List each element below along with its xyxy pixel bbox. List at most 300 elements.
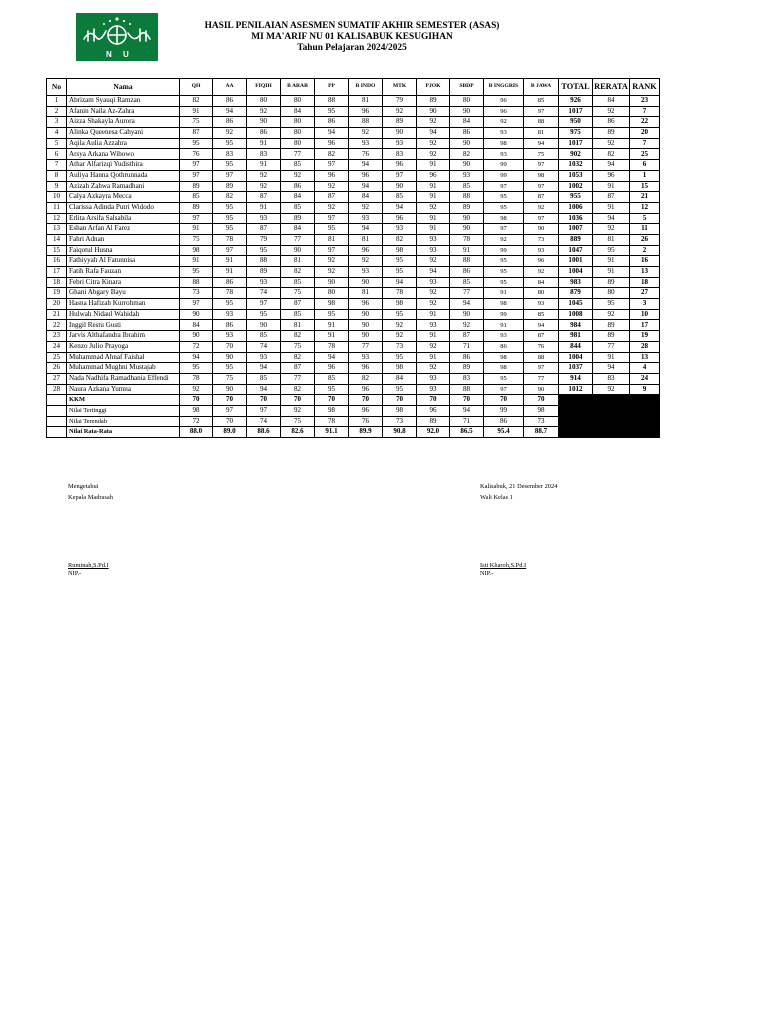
cell-value: 92: [524, 202, 559, 213]
cell-value: 86: [213, 277, 247, 288]
cell-value: 97: [315, 160, 349, 171]
cell-value: 91: [180, 224, 213, 235]
cell-value: 91: [484, 288, 524, 299]
cell-value: 93: [213, 331, 247, 342]
cell-value: 75: [281, 288, 315, 299]
summary-value: 70: [180, 395, 213, 406]
cell-value: 98: [180, 245, 213, 256]
student-name: Aizza Shakayla Aurora: [67, 117, 180, 128]
cell-value: 79: [247, 234, 281, 245]
cell-value: 889: [559, 234, 593, 245]
cell-value: 93: [383, 224, 417, 235]
cell-value: 75: [180, 234, 213, 245]
table-row: [47, 309, 660, 320]
cell-value: 96: [349, 245, 383, 256]
cell-value: 97: [524, 106, 559, 117]
cell-value: 82: [281, 267, 315, 278]
cell-value: 95: [180, 267, 213, 278]
cell-value: 83: [383, 149, 417, 160]
cell-value: 92: [417, 341, 450, 352]
cell-value: 90: [180, 331, 213, 342]
cell-value: 75: [213, 373, 247, 384]
summary-value: 72: [180, 416, 213, 427]
cell-value: 95: [593, 245, 630, 256]
cell-value: 93: [417, 373, 450, 384]
cell-value: 92: [349, 128, 383, 139]
signature-left: [68, 483, 113, 578]
cell-value: 984: [559, 320, 593, 331]
cell-value: 92: [417, 288, 450, 299]
summary-label: Nilai Tertinggi: [67, 405, 180, 416]
cell-value: 96: [349, 384, 383, 395]
cell-value: 90: [450, 309, 484, 320]
row-number: 24: [47, 341, 67, 352]
cell-value: 84: [593, 96, 630, 107]
cell-value: 90: [247, 117, 281, 128]
cell-value: 95: [213, 202, 247, 213]
cell-value: 92: [417, 138, 450, 149]
table-row: [47, 245, 660, 256]
cell-value: 87: [281, 363, 315, 374]
cell-value: 89: [593, 277, 630, 288]
row-number: 2: [47, 106, 67, 117]
cell-value: 1004: [559, 267, 593, 278]
cell-value: 86: [450, 352, 484, 363]
cell-value: 82: [315, 149, 349, 160]
title-line-1: HASIL PENILAIAN ASESMEN SUMATIF AKHIR SEMESTER (ASAS): [204, 21, 500, 31]
cell-value: 96: [315, 363, 349, 374]
table-row: [47, 202, 660, 213]
cell-value: 85: [450, 181, 484, 192]
cell-value: 97: [213, 170, 247, 181]
cell-value: 90: [524, 224, 559, 235]
summary-value: 92: [281, 405, 315, 416]
cell-value: 78: [315, 341, 349, 352]
cell-value: 88: [450, 256, 484, 267]
row-number: 6: [47, 149, 67, 160]
cell-value: 91: [484, 320, 524, 331]
summary-value: 70: [383, 395, 417, 406]
cell-value: 82: [281, 331, 315, 342]
row-number: 10: [47, 192, 67, 203]
summary-value: 73: [383, 416, 417, 427]
cell-value: 92: [349, 256, 383, 267]
cell-value: 81: [524, 128, 559, 139]
cell-value: 95: [484, 202, 524, 213]
cell-value: 80: [281, 96, 315, 107]
summary-value: 70: [213, 416, 247, 427]
column-header: PP: [315, 79, 349, 96]
summary-blank: [47, 395, 67, 406]
left-line-1: Mengetahui: [68, 483, 99, 490]
cell-value: 92: [417, 363, 450, 374]
cell-value: 77: [281, 234, 315, 245]
cell-value: 1007: [559, 224, 593, 235]
table-row: [47, 160, 660, 171]
cell-value: 93: [524, 245, 559, 256]
cell-value: 91: [417, 192, 450, 203]
cell-value: 93: [247, 352, 281, 363]
column-header: Nama: [67, 79, 180, 96]
summary-value: 98: [524, 405, 559, 416]
cell-value: 81: [349, 288, 383, 299]
cell-value: 87: [247, 192, 281, 203]
cell-value: 90: [450, 106, 484, 117]
cell-value: 84: [281, 192, 315, 203]
summary-value: 96: [349, 405, 383, 416]
student-name: Inggil Restu Gusti: [67, 320, 180, 331]
cell-value: 90: [383, 128, 417, 139]
cell-value: 95: [213, 363, 247, 374]
table-row: [47, 299, 660, 310]
row-number: 9: [47, 181, 67, 192]
cell-value: 95: [315, 309, 349, 320]
table-row: [47, 288, 660, 299]
cell-value: 80: [315, 288, 349, 299]
cell-value: 85: [281, 160, 315, 171]
row-number: 28: [47, 384, 67, 395]
cell-value: 92: [593, 384, 630, 395]
cell-value: 91: [180, 106, 213, 117]
cell-value: 83: [213, 149, 247, 160]
cell-value: 91: [180, 256, 213, 267]
cell-value: 85: [281, 309, 315, 320]
cell-value: 879: [559, 288, 593, 299]
cell-value: 97: [524, 213, 559, 224]
table-row: [47, 373, 660, 384]
cell-value: 91: [247, 202, 281, 213]
summary-value: 99: [484, 405, 524, 416]
cell-value: 13: [630, 352, 660, 363]
summary-value: 90.8: [383, 427, 417, 438]
row-number: 3: [47, 117, 67, 128]
cell-value: 92: [450, 320, 484, 331]
cell-value: 86: [450, 128, 484, 139]
student-name: Erlita Arsifa Salsabila: [67, 213, 180, 224]
cell-value: 77: [349, 341, 383, 352]
summary-label: KKM: [67, 395, 180, 406]
column-header: SBDP: [450, 79, 484, 96]
cell-value: 92: [247, 181, 281, 192]
cell-value: 86: [213, 117, 247, 128]
row-number: 22: [47, 320, 67, 331]
cell-value: 975: [559, 128, 593, 139]
cell-value: 98: [484, 138, 524, 149]
cell-value: 80: [247, 96, 281, 107]
cell-value: 90: [349, 331, 383, 342]
cell-value: 78: [213, 288, 247, 299]
cell-value: 955: [559, 192, 593, 203]
cell-value: 93: [247, 277, 281, 288]
cell-value: 91: [417, 309, 450, 320]
cell-value: 91: [593, 352, 630, 363]
summary-row: [47, 395, 660, 406]
cell-value: 91: [315, 320, 349, 331]
cell-value: 93: [349, 213, 383, 224]
cell-value: 82: [593, 149, 630, 160]
cell-value: 71: [450, 341, 484, 352]
cell-value: 94: [417, 128, 450, 139]
cell-value: 95: [315, 224, 349, 235]
summary-value: 96: [417, 405, 450, 416]
cell-value: 97: [180, 170, 213, 181]
cell-value: 84: [349, 192, 383, 203]
summary-value: 70: [484, 395, 524, 406]
cell-value: 87: [593, 192, 630, 203]
cell-value: 21: [630, 192, 660, 203]
row-number: 7: [47, 160, 67, 171]
cell-value: 91: [417, 352, 450, 363]
cell-value: 24: [630, 373, 660, 384]
cell-value: 10: [630, 309, 660, 320]
cell-value: 91: [417, 331, 450, 342]
cell-value: 1006: [559, 202, 593, 213]
cell-value: 4: [630, 363, 660, 374]
cell-value: 89: [417, 96, 450, 107]
cell-value: 96: [417, 170, 450, 181]
row-number: 19: [47, 288, 67, 299]
cell-value: 86: [213, 96, 247, 107]
cell-value: 12: [630, 202, 660, 213]
column-header: RERATA: [593, 79, 630, 96]
cell-value: 94: [450, 299, 484, 310]
cell-value: 89: [180, 181, 213, 192]
cell-value: 92: [349, 202, 383, 213]
cell-value: 93: [417, 245, 450, 256]
cell-value: 93: [450, 170, 484, 181]
student-name: Alinka Queenesa Cahyani: [67, 128, 180, 139]
right-line-1: Kalisabuk, 21 Desember 2024: [480, 483, 558, 490]
cell-value: 92: [213, 128, 247, 139]
grades-table: [46, 78, 660, 438]
cell-value: 93: [213, 309, 247, 320]
cell-value: 1004: [559, 352, 593, 363]
cell-value: 94: [524, 320, 559, 331]
cell-value: 91: [247, 138, 281, 149]
cell-value: 92: [484, 117, 524, 128]
cell-value: 95: [383, 384, 417, 395]
cell-value: 77: [281, 149, 315, 160]
cell-value: 88: [524, 117, 559, 128]
cell-value: 81: [593, 234, 630, 245]
cell-value: 92: [247, 106, 281, 117]
cell-value: 95: [213, 299, 247, 310]
cell-value: 11: [630, 224, 660, 235]
cell-value: 88: [247, 256, 281, 267]
student-name: Afanin Naila Az-Zahra: [67, 106, 180, 117]
summary-value: 74: [247, 416, 281, 427]
cell-value: 97: [484, 181, 524, 192]
summary-blank: [47, 405, 67, 416]
cell-value: 86: [484, 341, 524, 352]
cell-value: 91: [247, 160, 281, 171]
cell-value: 1001: [559, 256, 593, 267]
cell-value: 93: [383, 138, 417, 149]
cell-value: 92: [417, 149, 450, 160]
cell-value: 98: [484, 352, 524, 363]
column-header: B INDO: [349, 79, 383, 96]
summary-value: 98: [315, 405, 349, 416]
row-number: 25: [47, 352, 67, 363]
cell-value: 93: [484, 331, 524, 342]
table-row: [47, 170, 660, 181]
cell-value: 91: [593, 202, 630, 213]
cell-value: 94: [383, 277, 417, 288]
cell-value: 92: [315, 181, 349, 192]
table-header-row: [47, 79, 660, 96]
column-header: AA: [213, 79, 247, 96]
cell-value: 70: [213, 341, 247, 352]
cell-value: 96: [383, 213, 417, 224]
cell-value: 87: [450, 331, 484, 342]
summary-value: 98: [180, 405, 213, 416]
table-row: [47, 267, 660, 278]
table-row: [47, 352, 660, 363]
cell-value: 95: [315, 106, 349, 117]
cell-value: 7: [630, 138, 660, 149]
column-header: QH: [180, 79, 213, 96]
cell-value: 89: [450, 363, 484, 374]
student-name: Azizah Zahwa Ramadhani: [67, 181, 180, 192]
cell-value: 90: [281, 245, 315, 256]
cell-value: 90: [417, 106, 450, 117]
cell-value: 88: [349, 117, 383, 128]
cell-value: 98: [315, 299, 349, 310]
table-row: [47, 213, 660, 224]
cell-value: 88: [180, 277, 213, 288]
student-name: Fahri Adnan: [67, 234, 180, 245]
cell-value: 96: [349, 106, 383, 117]
table-row: [47, 149, 660, 160]
cell-value: 82: [281, 384, 315, 395]
cell-value: 76: [180, 149, 213, 160]
table-row: [47, 181, 660, 192]
cell-value: 96: [315, 170, 349, 181]
cell-value: 91: [593, 267, 630, 278]
column-header: TOTAL: [559, 79, 593, 96]
summary-blank: [47, 416, 67, 427]
cell-value: 91: [417, 181, 450, 192]
cell-value: 88: [524, 352, 559, 363]
table-row: [47, 117, 660, 128]
right-line-2: Wali Kelas 1: [480, 494, 513, 501]
cell-value: 95: [315, 384, 349, 395]
cell-value: 85: [180, 192, 213, 203]
logo-letter-u: U: [123, 50, 129, 59]
cell-value: 81: [315, 234, 349, 245]
cell-value: 94: [180, 352, 213, 363]
cell-value: 19: [630, 331, 660, 342]
cell-value: 84: [524, 277, 559, 288]
cell-value: 87: [180, 128, 213, 139]
summary-value: 70: [213, 395, 247, 406]
cell-value: 92: [247, 170, 281, 181]
cell-value: 87: [524, 192, 559, 203]
student-name: Muhammad Mughni Mustajab: [67, 363, 180, 374]
student-name: Arsya Arkana Wibowo: [67, 149, 180, 160]
cell-value: 84: [281, 224, 315, 235]
cell-value: 81: [281, 256, 315, 267]
cell-value: 20: [630, 128, 660, 139]
cell-value: 91: [213, 267, 247, 278]
cell-value: 95: [213, 224, 247, 235]
row-number: 4: [47, 128, 67, 139]
summary-value: 82.6: [281, 427, 315, 438]
cell-value: 94: [593, 160, 630, 171]
cell-value: 92: [180, 384, 213, 395]
cell-value: 902: [559, 149, 593, 160]
cell-value: 84: [281, 106, 315, 117]
cell-value: 97: [315, 213, 349, 224]
cell-value: 89: [213, 181, 247, 192]
summary-value: 70: [524, 395, 559, 406]
summary-value: 89: [417, 416, 450, 427]
column-header: FIQIH: [247, 79, 281, 96]
summary-value: 76: [349, 416, 383, 427]
cell-value: 90: [213, 384, 247, 395]
cell-value: 981: [559, 331, 593, 342]
student-name: Athar Alfarizqi Yudisthira: [67, 160, 180, 171]
cell-value: 88: [315, 96, 349, 107]
cell-value: 79: [383, 96, 417, 107]
cell-value: 80: [281, 138, 315, 149]
cell-value: 94: [247, 384, 281, 395]
cell-value: 92: [593, 138, 630, 149]
table-row: [47, 256, 660, 267]
cell-value: 7: [630, 106, 660, 117]
cell-value: 94: [417, 267, 450, 278]
cell-value: 90: [450, 224, 484, 235]
cell-value: 94: [349, 160, 383, 171]
cell-value: 92: [383, 331, 417, 342]
cell-value: 93: [417, 384, 450, 395]
cell-value: 1: [630, 170, 660, 181]
column-header: B INGGRIS: [484, 79, 524, 96]
cell-value: 95: [383, 256, 417, 267]
cell-value: 90: [349, 277, 383, 288]
cell-value: 17: [630, 320, 660, 331]
summary-value: 71: [450, 416, 484, 427]
cell-value: 99: [484, 170, 524, 181]
cell-value: 85: [281, 277, 315, 288]
cell-value: 92: [417, 202, 450, 213]
cell-value: 80: [593, 288, 630, 299]
cell-value: 82: [349, 373, 383, 384]
cell-value: 92: [524, 267, 559, 278]
cell-value: 86: [593, 117, 630, 128]
cell-value: 80: [450, 96, 484, 107]
cell-value: 9: [630, 384, 660, 395]
cell-value: 93: [349, 138, 383, 149]
cell-value: 73: [524, 234, 559, 245]
cell-value: 97: [213, 245, 247, 256]
row-number: 21: [47, 309, 67, 320]
cell-value: 81: [349, 96, 383, 107]
cell-value: 97: [484, 384, 524, 395]
summary-value: 91.1: [315, 427, 349, 438]
summary-value: 88.0: [180, 427, 213, 438]
signature-right: [480, 483, 557, 578]
table-row: [47, 192, 660, 203]
cell-value: 85: [315, 373, 349, 384]
cell-value: 6: [630, 160, 660, 171]
cell-value: 84: [180, 320, 213, 331]
cell-value: 92: [315, 267, 349, 278]
cell-value: 94: [524, 138, 559, 149]
cell-value: 93: [349, 352, 383, 363]
cell-value: 93: [484, 149, 524, 160]
cell-value: 91: [213, 256, 247, 267]
